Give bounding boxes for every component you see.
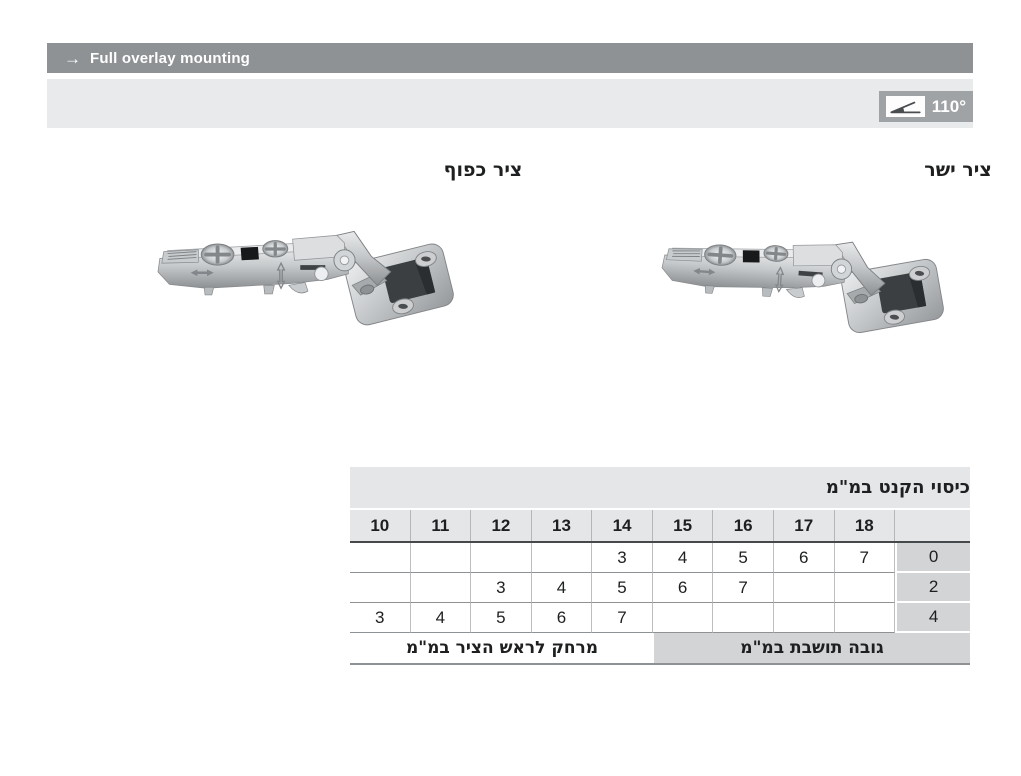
table-cell: 7 [835,543,896,573]
hinge-cup [337,231,456,327]
section-header-bar [47,43,973,73]
table-cell: 6 [653,573,714,603]
column-header: 18 [835,510,896,541]
table-cell [411,543,472,573]
table-cell [774,603,835,633]
table-header-row [350,510,970,543]
cranked-hinge-image [148,218,466,343]
overlay-table [350,467,970,665]
straight-hinge-label: ציר ישר [924,159,992,181]
footer-label-plate-height: גובה תושבת במ"מ [654,633,970,663]
table-row [350,603,970,633]
table-cell: 5 [592,573,653,603]
table-cell: 3 [592,543,653,573]
opening-angle-badge [879,91,973,122]
table-cell: 6 [532,603,593,633]
subheader-band [47,79,973,128]
table-cell: 5 [471,603,532,633]
table-cell: 5 [713,543,774,573]
table-cell [653,603,714,633]
hinge-arm [158,235,355,295]
table-row [350,543,970,573]
table-footer-row [350,633,970,665]
table-cell: 4 [653,543,714,573]
footer-label-hinge-head-distance: מרחק לראש הציר במ"מ [350,633,654,663]
column-header: 11 [411,510,472,541]
table-cell [350,543,411,573]
table-cell [471,543,532,573]
table-cell [835,603,896,633]
table-cell: 7 [713,573,774,603]
table-cell: 6 [774,543,835,573]
hinge-arm [660,233,853,303]
column-header: 14 [592,510,653,541]
table-cell [350,573,411,603]
plate-height-cell: 0 [895,543,970,573]
arrow-right-icon: → [64,48,81,68]
column-header: 16 [713,510,774,541]
table-cell: 7 [592,603,653,633]
cranked-hinge-label: ציר כפוף [443,159,523,181]
table-cell: 4 [532,573,593,603]
column-header-empty [895,510,970,541]
table-cell [835,573,896,603]
table-cell [411,573,472,603]
opening-angle-icon [886,96,925,117]
table-cell [532,543,593,573]
table-cell: 3 [471,573,532,603]
plate-height-cell: 2 [895,573,970,603]
column-header: 12 [471,510,532,541]
column-header: 10 [350,510,411,541]
table-title: כיסוי הקנט במ"מ [350,467,970,510]
table-cell: 3 [350,603,411,633]
hinge-cup [830,241,950,341]
opening-angle-value: 110° [931,96,966,116]
column-header: 13 [532,510,593,541]
table-cell: 4 [411,603,472,633]
straight-hinge-image [652,226,957,346]
table-cell [713,603,774,633]
table-cell [774,573,835,603]
column-header: 17 [774,510,835,541]
table-row [350,573,970,603]
section-title: Full overlay mounting [90,49,251,67]
plate-height-cell: 4 [895,603,970,633]
column-header: 15 [653,510,714,541]
